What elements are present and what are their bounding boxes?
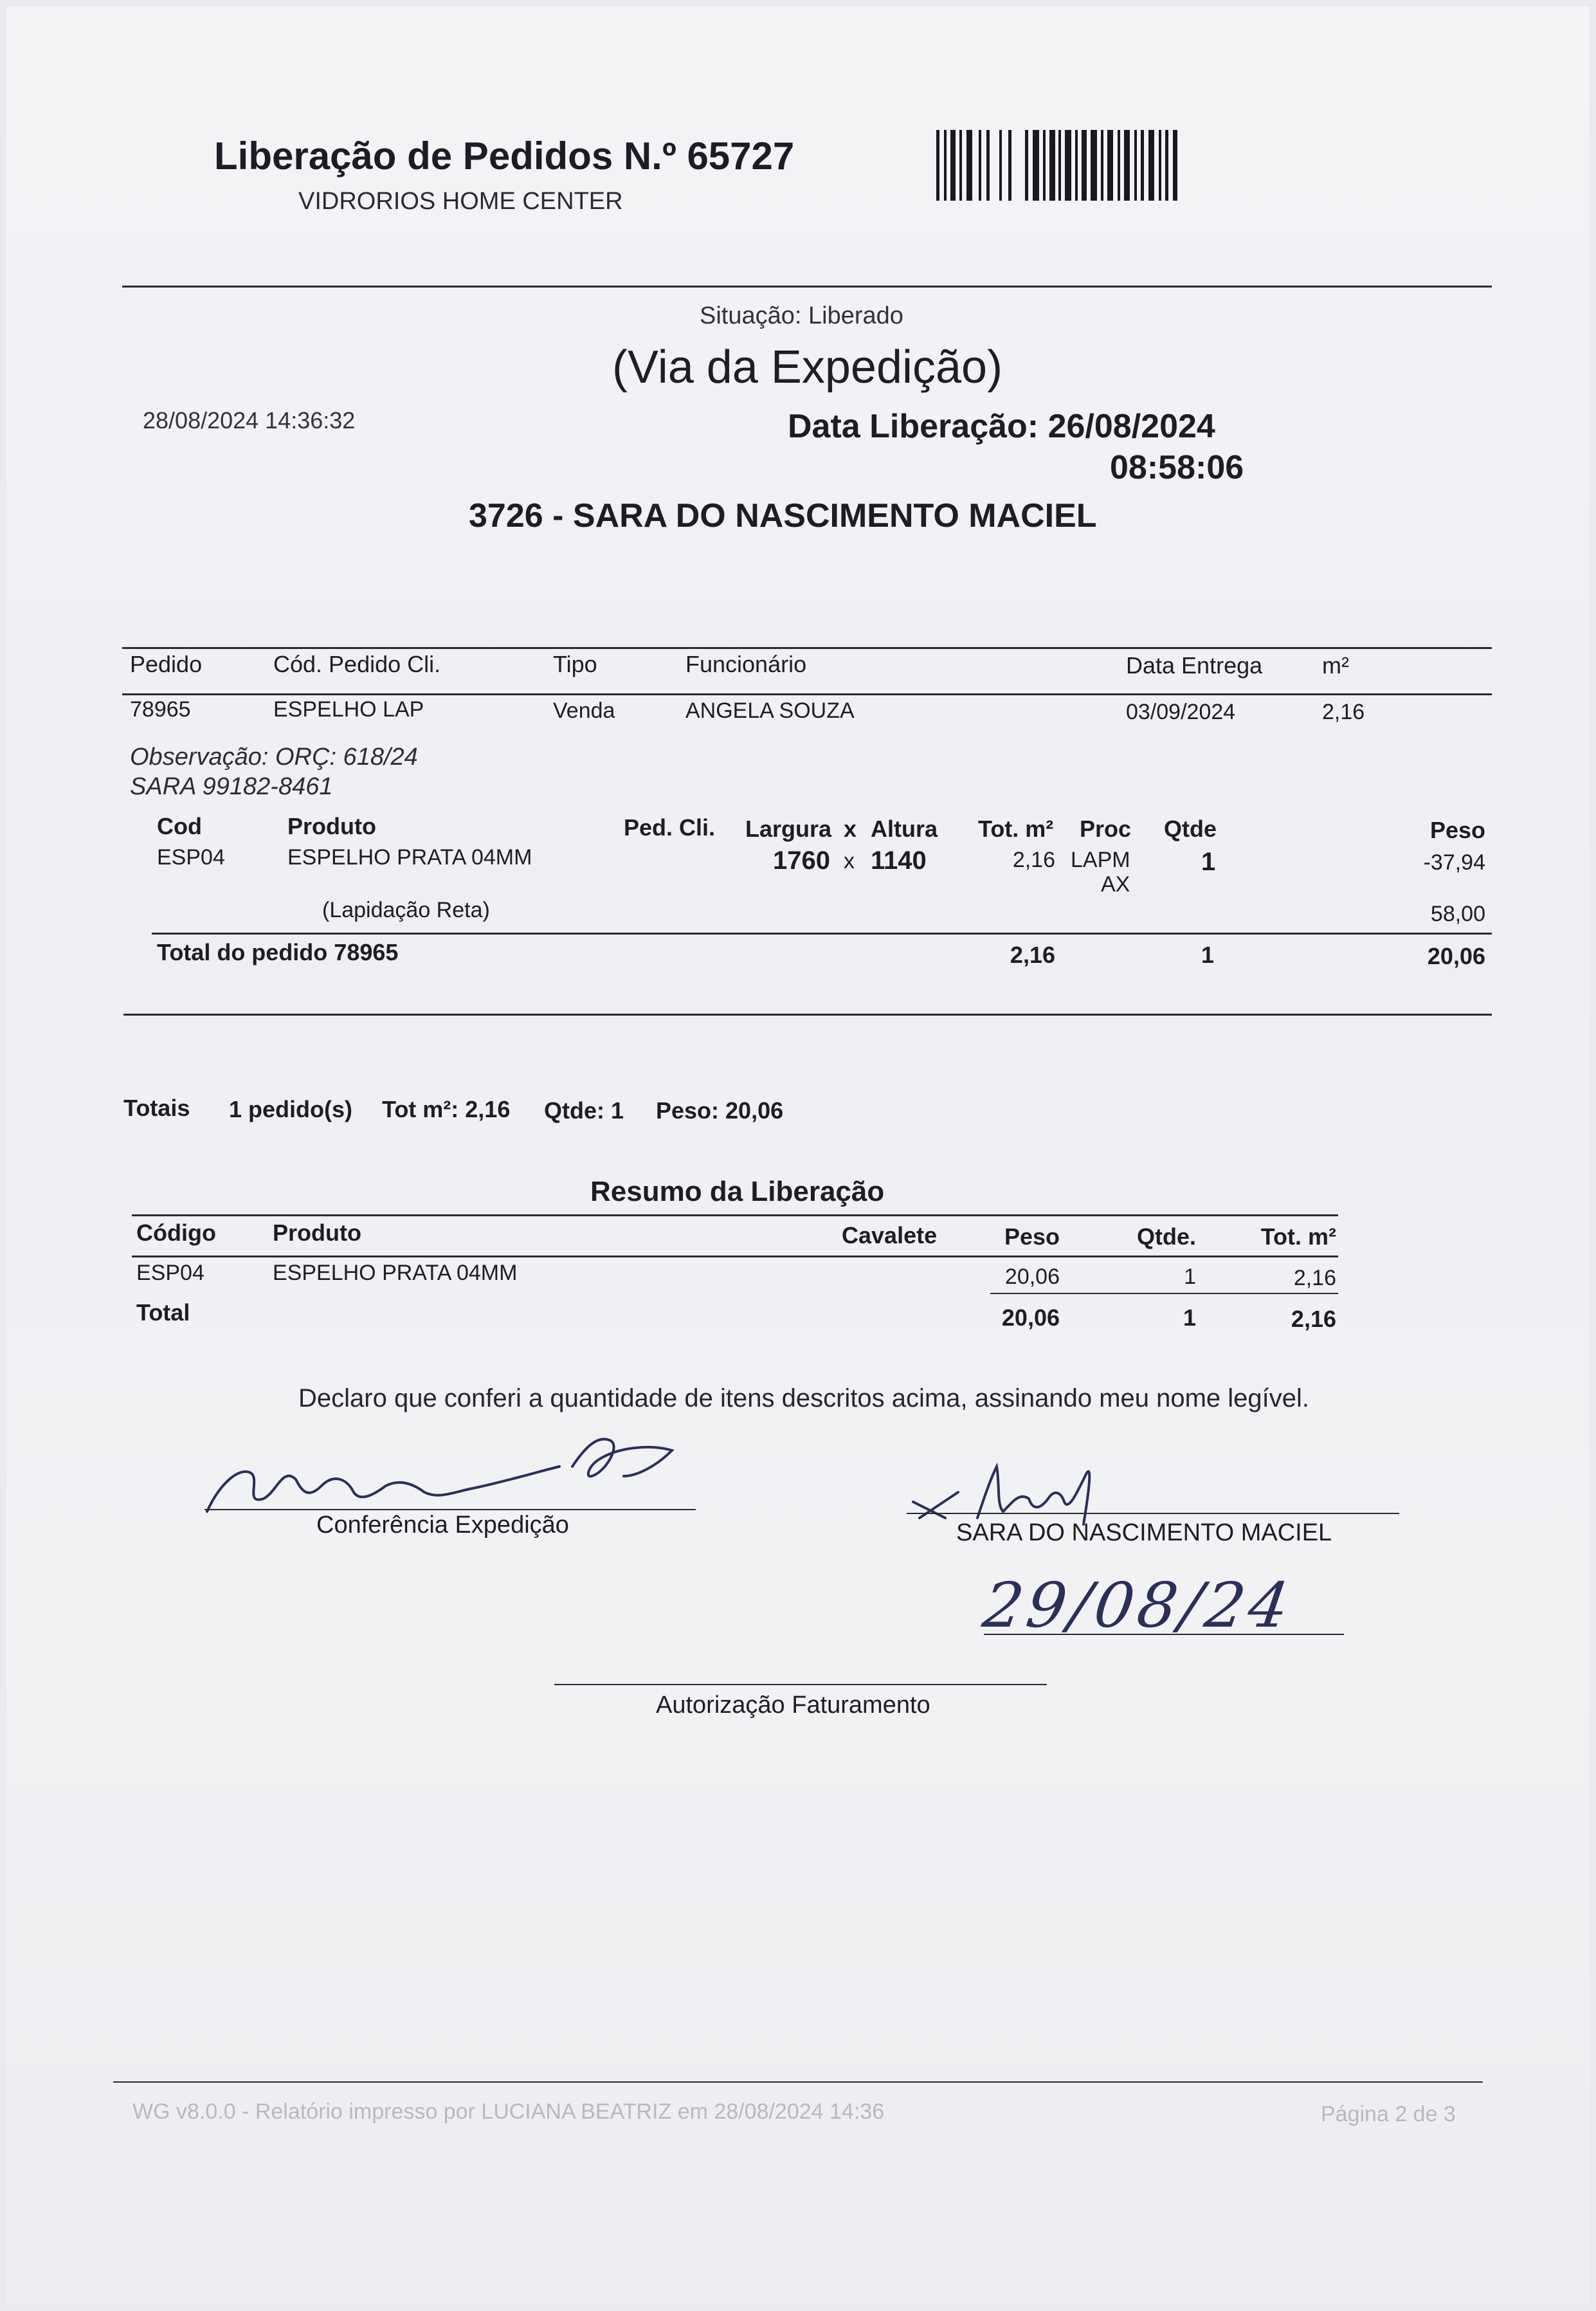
item-sub-peso: 58,00	[1430, 902, 1485, 926]
item-total-qtde: 1	[1201, 942, 1215, 968]
item-qtde: 1	[1201, 848, 1216, 876]
resumo-header-tot-m2: Tot. m²	[1260, 1223, 1336, 1250]
col-header-funcionario: Funcionário	[685, 651, 807, 677]
pedido-tipo: Venda	[553, 699, 615, 723]
date-underline	[984, 1634, 1344, 1635]
conferencia-label: Conferência Expedição	[316, 1512, 569, 1539]
pedido-table-top-rule	[122, 647, 1492, 649]
itens-bottom-rule	[123, 1014, 1492, 1016]
print-datetime: 28/08/2024 14:36:32	[143, 407, 356, 434]
item-total-m2: 2,16	[1010, 942, 1055, 968]
item-header-proc: Proc	[1080, 816, 1132, 842]
declaracao-text: Declaro que conferi a quantidade de itens descritos acima, assinando meu nome legível.	[298, 1384, 1310, 1412]
item-header-tot-m2: Tot. m²	[978, 816, 1054, 842]
item-descricao: (Lapidação Reta)	[322, 898, 490, 922]
conferencia-signature	[199, 1421, 688, 1518]
totais-pedidos: 1 pedido(s)	[229, 1096, 353, 1122]
resumo-header-peso: Peso	[1004, 1223, 1060, 1250]
item-header-altura: Altura	[871, 816, 938, 842]
item-header-largura: Largura	[745, 816, 832, 842]
item-total-label: Total do pedido 78965	[157, 939, 399, 965]
resumo-row-tot-m2: 2,16	[1293, 1266, 1336, 1290]
resumo-header-cavalete: Cavalete	[842, 1222, 938, 1248]
company-name: VIDRORIOS HOME CENTER	[298, 188, 623, 215]
resumo-total-qtde: 1	[1183, 1304, 1196, 1331]
totais-tot-m2: Tot m²: 2,16	[382, 1096, 511, 1122]
status-situacao: Situação: Liberado	[700, 302, 903, 329]
observacao-line-2: SARA 99182-8461	[130, 773, 333, 800]
cliente-signature	[900, 1447, 1132, 1531]
item-proc-2: AX	[1101, 872, 1130, 897]
cliente-signature-line	[907, 1513, 1399, 1514]
footer-report-info: WG v8.0.0 - Relatório impresso por LUCIANA BEATRIZ em 28/08/2024 14:36	[132, 2099, 885, 2124]
item-largura: 1760	[773, 846, 830, 875]
autorizacao-line	[554, 1684, 1047, 1685]
resumo-row-peso: 20,06	[1004, 1265, 1060, 1289]
resumo-header-qtde: Qtde.	[1136, 1223, 1196, 1250]
col-header-pedido: Pedido	[130, 651, 203, 677]
document-title: Liberação de Pedidos N.º 65727	[214, 134, 795, 178]
cliente-signature-label: SARA DO NASCIMENTO MACIEL	[956, 1519, 1332, 1546]
data-liberacao: Data Liberação: 26/08/2024	[788, 408, 1215, 445]
totais-qtde: Qtde: 1	[544, 1097, 624, 1124]
item-header-qtde: Qtde	[1164, 816, 1217, 842]
col-header-data-entrega: Data Entrega	[1126, 652, 1263, 679]
item-altura: 1140	[871, 846, 927, 875]
autorizacao-label: Autorização Faturamento	[656, 1692, 930, 1719]
item-produto: ESPELHO PRATA 04MM	[287, 845, 532, 870]
conferencia-signature-line	[204, 1509, 696, 1510]
col-header-cod-pedido-cli: Cód. Pedido Cli.	[273, 651, 441, 677]
pedido-data-entrega: 03/09/2024	[1126, 700, 1236, 724]
item-tot-m2: 2,16	[1012, 848, 1055, 872]
item-peso: -37,94	[1423, 850, 1485, 875]
pedido-funcionario: ANGELA SOUZA	[685, 699, 855, 723]
resumo-top-rule	[132, 1214, 1338, 1216]
col-header-m2: m²	[1322, 652, 1349, 679]
item-header-produto: Produto	[287, 813, 376, 839]
item-cod: ESP04	[157, 845, 225, 870]
resumo-title: Resumo da Liberação	[590, 1176, 885, 1207]
resumo-row-codigo: ESP04	[136, 1261, 204, 1285]
resumo-row-qtde: 1	[1184, 1265, 1196, 1289]
col-header-tipo: Tipo	[553, 651, 597, 677]
resumo-row-rule	[990, 1293, 1338, 1294]
item-header-x: x	[844, 816, 857, 842]
item-x: x	[844, 849, 855, 873]
item-total-rule	[152, 933, 1492, 935]
header-divider	[122, 286, 1492, 288]
item-header-peso: Peso	[1429, 817, 1485, 843]
footer-rule	[113, 2081, 1483, 2083]
hora-liberacao: 08:58:06	[1110, 449, 1244, 486]
pedido-m2: 2,16	[1322, 700, 1365, 724]
handwritten-date: 29/08/24	[979, 1569, 1298, 1641]
footer-page-number: Página 2 de 3	[1321, 2102, 1456, 2126]
pedido-numero: 78965	[130, 697, 191, 722]
item-header-ped-cli: Ped. Cli.	[624, 814, 716, 841]
observacao-line-1: Observação: ORÇ: 618/24	[130, 744, 418, 771]
resumo-header-rule	[132, 1256, 1338, 1257]
item-total-peso: 20,06	[1427, 943, 1485, 969]
pedido-table-header-rule	[122, 693, 1492, 695]
resumo-total-label: Total	[136, 1299, 190, 1326]
barcode-icon	[936, 130, 1177, 201]
via-label: (Via da Expedição)	[612, 342, 1003, 393]
totais-label: Totais	[123, 1095, 190, 1121]
totais-peso: Peso: 20,06	[656, 1097, 784, 1124]
item-header-cod: Cod	[157, 813, 202, 839]
cliente-nome: 3726 - SARA DO NASCIMENTO MACIEL	[469, 497, 1097, 534]
resumo-total-peso: 20,06	[1001, 1304, 1060, 1331]
resumo-total-tot-m2: 2,16	[1291, 1306, 1336, 1332]
pedido-cod-cli: ESPELHO LAP	[273, 697, 424, 722]
resumo-row-produto: ESPELHO PRATA 04MM	[273, 1261, 518, 1285]
item-proc-1: LAPM	[1071, 848, 1130, 872]
resumo-header-produto: Produto	[273, 1219, 361, 1246]
resumo-header-codigo: Código	[136, 1219, 216, 1246]
